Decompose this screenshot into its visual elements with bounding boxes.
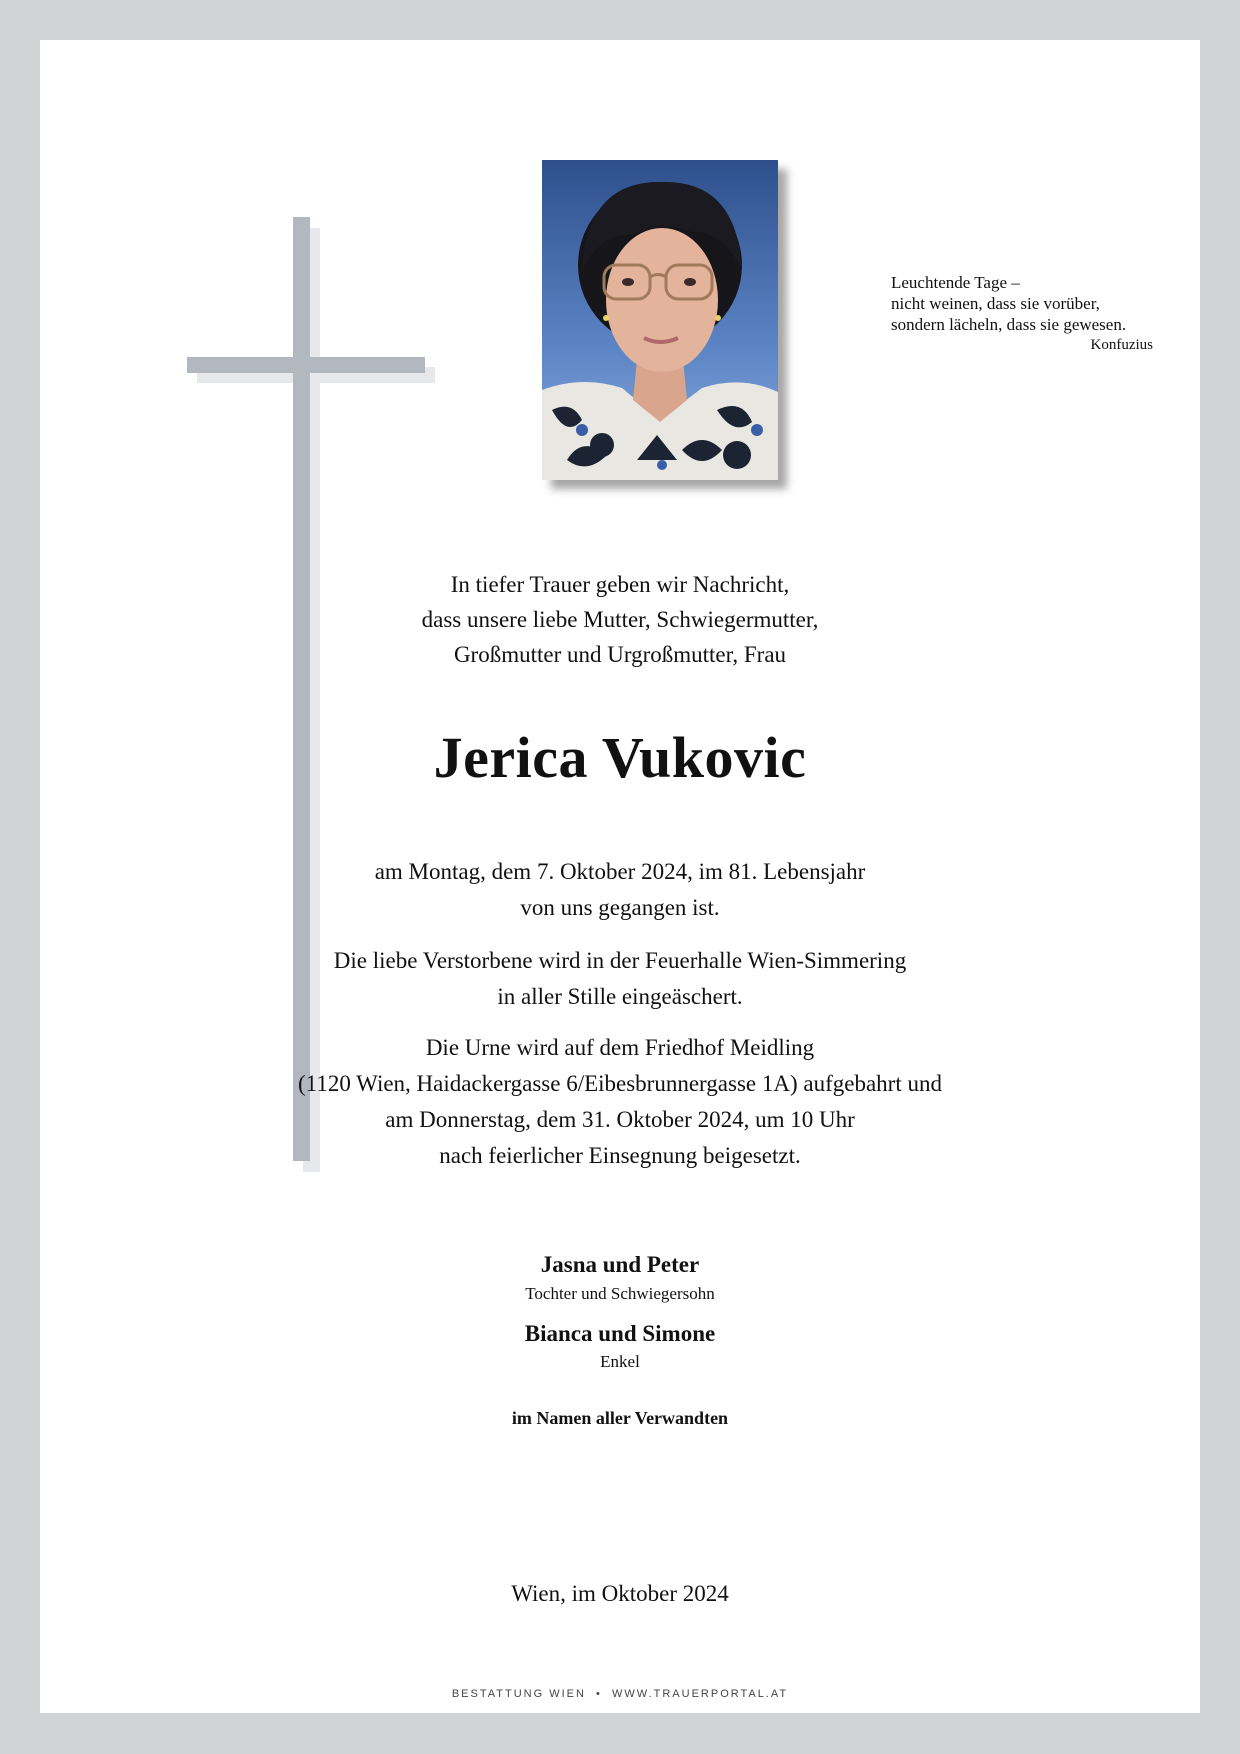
deceased-name: Jerica Vukovic bbox=[433, 725, 807, 790]
quote-line: sondern lächeln, dass sie gewesen. bbox=[891, 315, 1127, 334]
burial-line: am Donnerstag, dem 31. Oktober 2024, um 10 Uhr bbox=[385, 1107, 855, 1132]
on-behalf-text: im Namen aller Verwandten bbox=[511, 1408, 729, 1428]
death-line: von uns gegangen ist. bbox=[520, 895, 720, 920]
intro-line: In tiefer Trauer geben wir Nachricht, bbox=[450, 572, 790, 597]
burial-notice bbox=[40, 1030, 1200, 1174]
burial-line: (1120 Wien, Haidackergasse 6/Eibesbrunnergasse 1A) aufgebahrt und bbox=[298, 1071, 942, 1096]
quote-line: nicht weinen, dass sie vorüber, bbox=[891, 294, 1100, 313]
cremation-line: Die liebe Verstorbene wird in der Feuerhalle Wien-Simmering bbox=[333, 948, 907, 973]
burial-line: Die Urne wird auf dem Friedhof Meidling bbox=[425, 1035, 815, 1060]
place-date: Wien, im Oktober 2024 bbox=[511, 1581, 729, 1606]
mourner-relation: Enkel bbox=[600, 1352, 640, 1371]
footer-website-link[interactable]: WWW.TRAUERPORTAL.AT bbox=[612, 1688, 789, 1700]
quote-author: Konfuzius bbox=[1090, 337, 1153, 353]
cremation-line: in aller Stille eingeäschert. bbox=[497, 984, 743, 1009]
intro-text bbox=[40, 567, 1200, 672]
quote-line: Leuchtende Tage – bbox=[891, 273, 1020, 292]
death-line: am Montag, dem 7. Oktober 2024, im 81. Lebensjahr bbox=[374, 859, 866, 884]
mourner-name: Jasna und Peter bbox=[540, 1252, 700, 1277]
quote-block bbox=[891, 272, 1153, 355]
mourner-name: Bianca und Simone bbox=[524, 1321, 716, 1346]
footer-separator: • bbox=[596, 1688, 602, 1700]
obituary-sheet bbox=[40, 40, 1200, 1713]
mourner-relation: Tochter und Schwiegersohn bbox=[525, 1284, 715, 1303]
footer-brand: BESTATTUNG WIEN bbox=[451, 1688, 586, 1700]
footer bbox=[40, 1687, 1200, 1701]
portrait-photo bbox=[542, 160, 778, 480]
intro-line: Großmutter und Urgroßmutter, Frau bbox=[453, 642, 787, 667]
burial-line: nach feierlicher Einsegnung beigesetzt. bbox=[439, 1143, 801, 1168]
cremation-notice bbox=[40, 943, 1200, 1015]
death-notice bbox=[40, 854, 1200, 926]
intro-line: dass unsere liebe Mutter, Schwiegermutter, bbox=[421, 607, 819, 632]
cross-horizontal-bar bbox=[187, 357, 425, 373]
